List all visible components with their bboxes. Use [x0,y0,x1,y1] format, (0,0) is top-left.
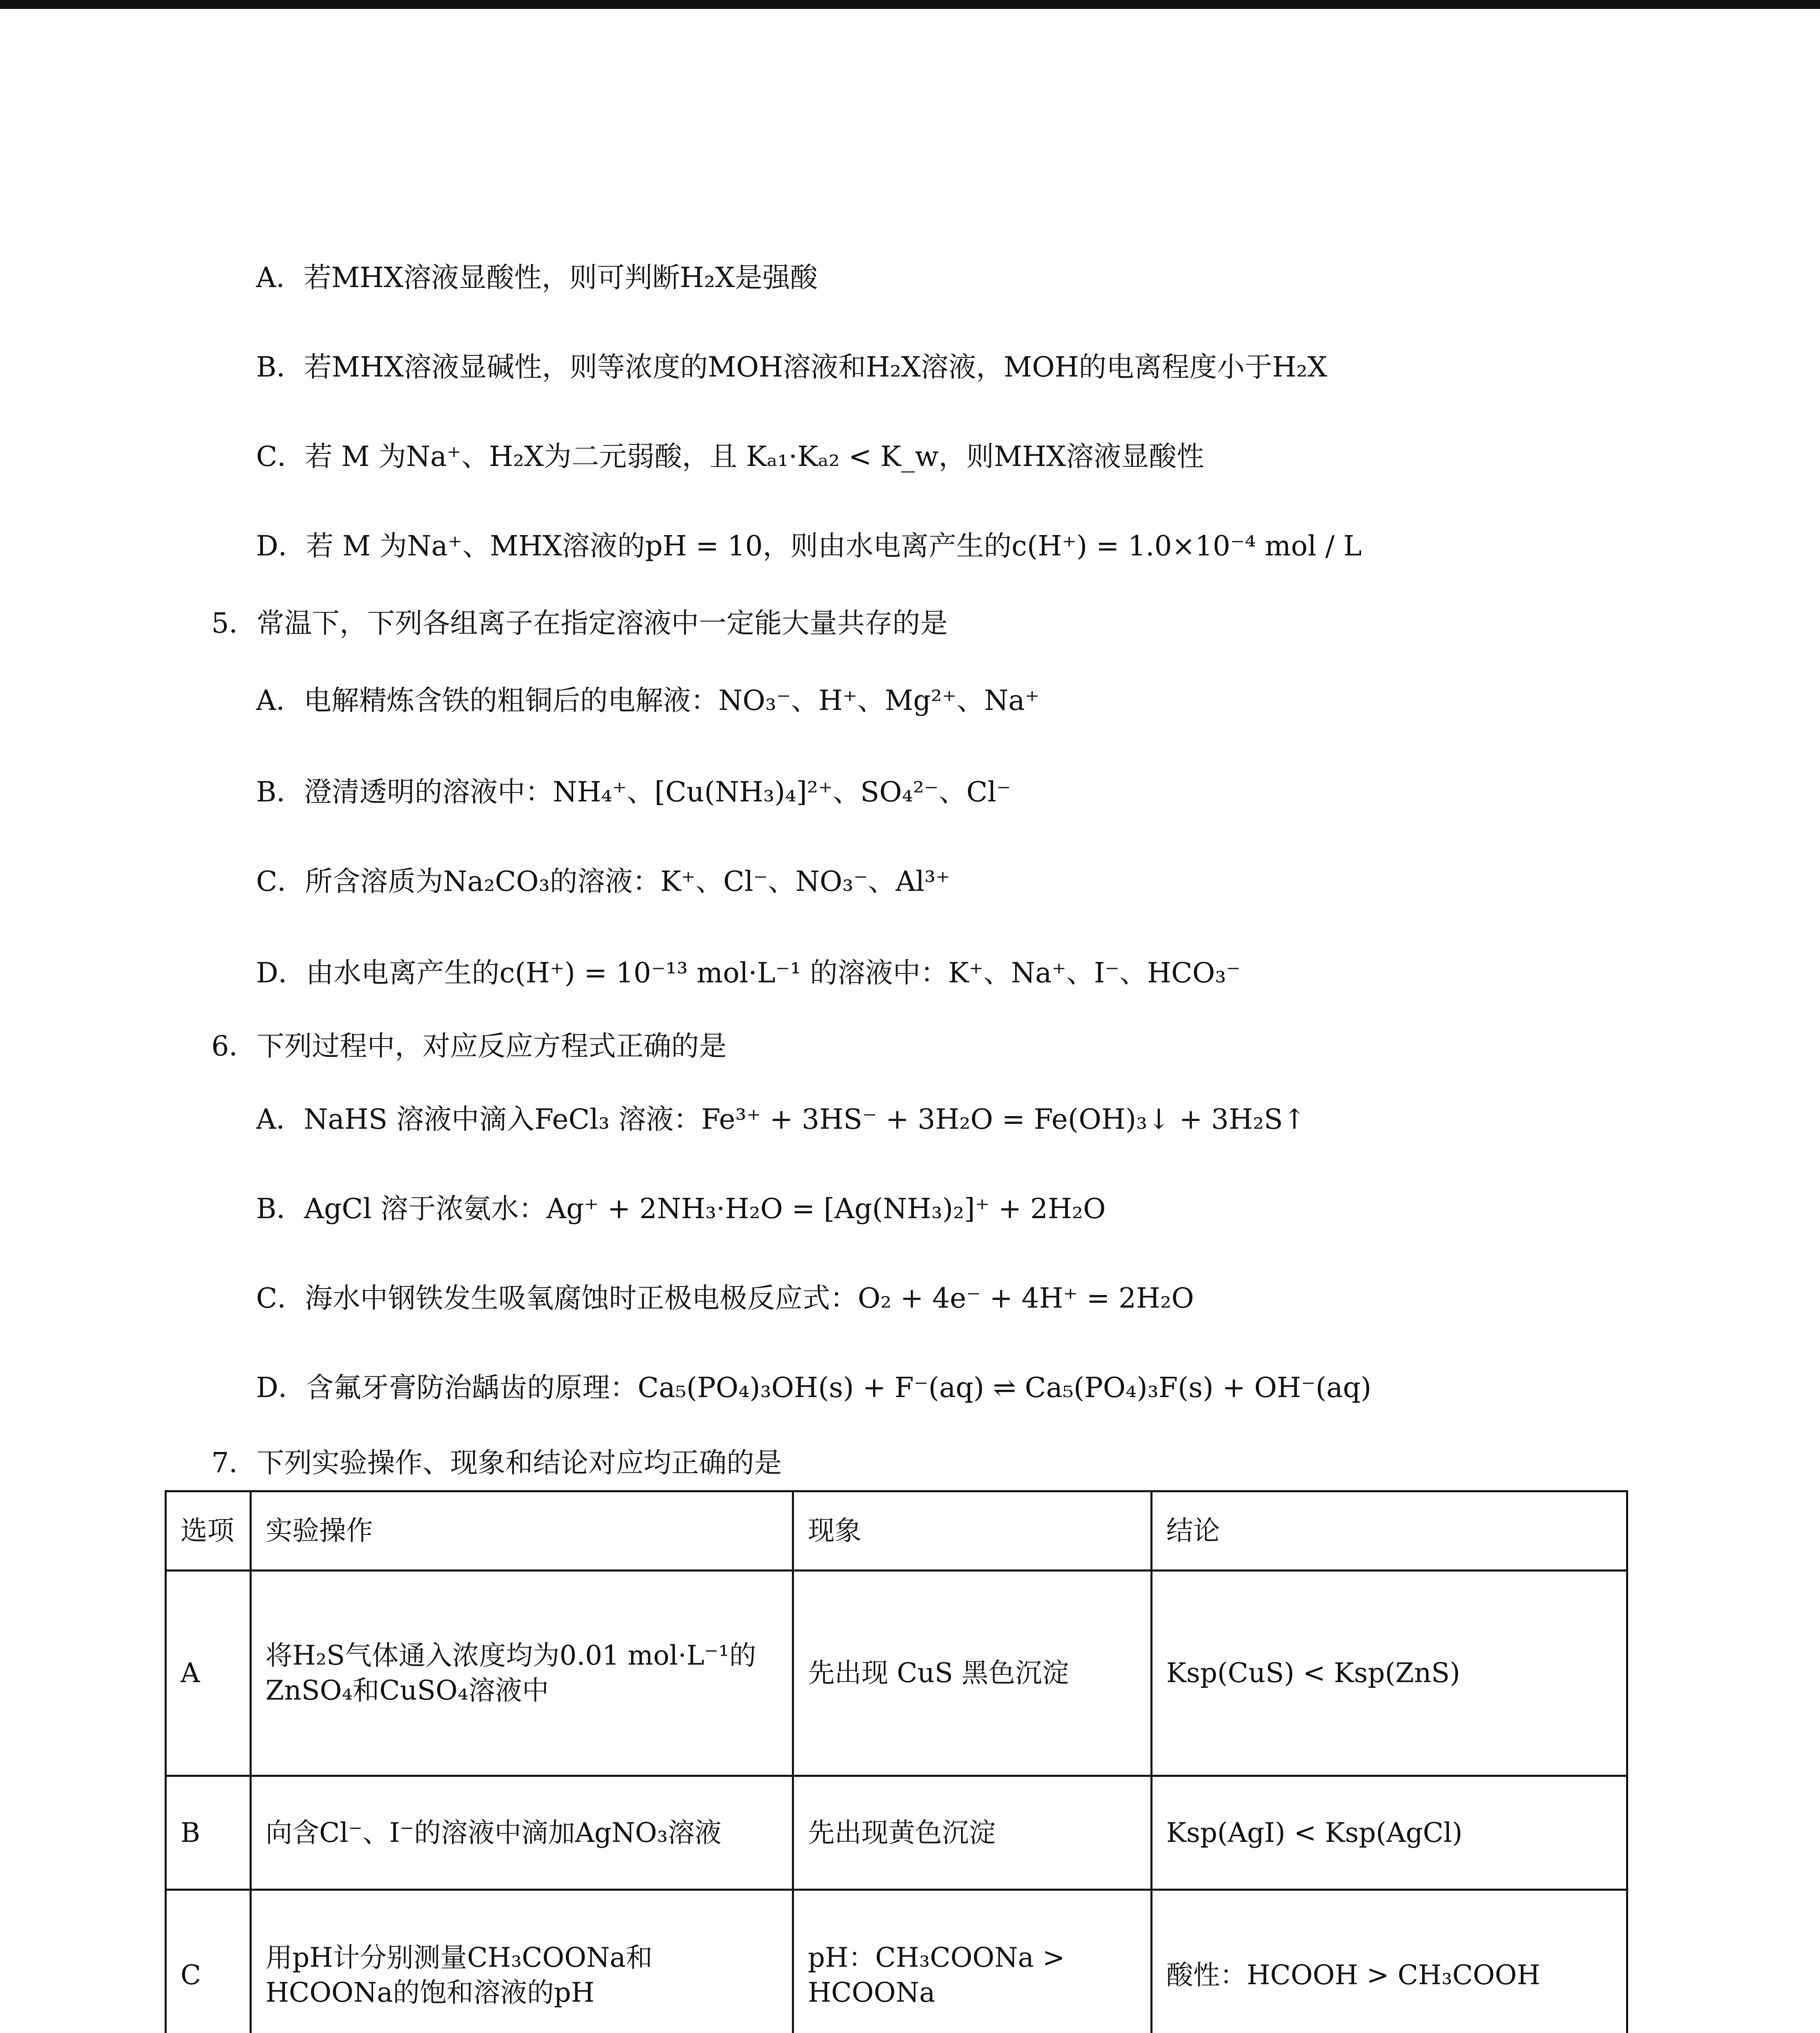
header-option: 选项 [166,1491,251,1571]
row-phenomenon: 先出现黄色沉淀 [793,1776,1152,1890]
q6-option-b: B．AgCl 溶于浓氨水：Ag⁺ + 2NH₃·H₂O = [Ag(NH₃)₂]⁺ + 2H₂O [256,1193,1106,1225]
table-row [166,1776,1627,1890]
row-operation: 向含Cl⁻、I⁻的溶液中滴加AgNO₃溶液 [251,1776,793,1890]
row-option: B [166,1776,251,1890]
q6-stem: 6．下列过程中，对应反应方程式正确的是 [211,1030,727,1062]
q6-option-d: D．含氟牙膏防治龋齿的原理：Ca₅(PO₄)₃OH(s) + F⁻(aq) ⇌ Ca₅(PO₄)₃F(s) + OH⁻(aq) [256,1372,1372,1404]
q6-option-c: C．海水中钢铁发生吸氧腐蚀时正极电极反应式：O₂ + 4e⁻ + 4H⁺ = 2H₂O [256,1282,1194,1315]
q5-option-c: C．所含溶质为Na₂CO₃的溶液：K⁺、Cl⁻、NO₃⁻、Al³⁺ [256,866,950,898]
row-operation: 用pH计分别测量CH₃COONa和HCOONa的饱和溶液的pH [251,1890,793,2033]
q6-option-a: A．NaHS 溶液中滴入FeCl₃ 溶液：Fe³⁺ + 3HS⁻ + 3H₂O = Fe(OH)₃↓ + 3H₂S↑ [256,1104,1306,1136]
q4-option-d: D．若 M 为Na⁺、MHX溶液的pH = 10，则由水电离产生的c(H⁺) = 1.0×10⁻⁴ mol / L [256,530,1362,562]
row-phenomenon: pH：CH₃COONa > HCOONa [793,1890,1152,2033]
scan-top-border [0,0,1820,9]
q7-stem: 7．下列实验操作、现象和结论对应均正确的是 [211,1447,782,1479]
q4-option-c: C．若 M 为Na⁺、H₂X为二元弱酸，且 Kₐ₁·Kₐ₂ < K_w，则MHX溶液显酸性 [256,441,1205,473]
row-conclusion: 酸性：HCOOH > CH₃COOH [1151,1890,1627,2033]
row-conclusion: Ksp(AgI) < Ksp(AgCl) [1151,1776,1627,1890]
table-row [166,1571,1627,1776]
row-conclusion: Ksp(CuS) < Ksp(ZnS) [1151,1571,1627,1776]
q5-option-a: A．电解精炼含铁的粗铜后的电解液：NO₃⁻、H⁺、Mg²⁺、Na⁺ [256,685,1039,717]
row-operation: 将H₂S气体通入浓度均为0.01 mol·L⁻¹的ZnSO₄和CuSO₄溶液中 [251,1571,793,1776]
q4-option-a: A．若MHX溶液显酸性，则可判断H₂X是强酸 [256,262,818,294]
row-option: C [166,1890,251,2033]
q4-option-b: B．若MHX溶液显碱性，则等浓度的MOH溶液和H₂X溶液，MOH的电离程度小于H₂X [256,351,1327,383]
q5-option-b: B．澄清透明的溶液中：NH₄⁺、[Cu(NH₃)₄]²⁺、SO₄²⁻、Cl⁻ [256,776,1011,808]
row-option: A [166,1571,251,1776]
q5-stem: 5．常温下，下列各组离子在指定溶液中一定能大量共存的是 [211,607,948,640]
q7-table [165,1490,1628,2033]
q5-option-d: D．由水电离产生的c(H⁺) = 10⁻¹³ mol·L⁻¹ 的溶液中：K⁺、Na⁺、I⁻、HCO₃⁻ [256,957,1241,989]
table-header-row [166,1491,1627,1571]
row-phenomenon: 先出现 CuS 黑色沉淀 [793,1571,1152,1776]
header-conclusion: 结论 [1151,1491,1627,1571]
table-row [166,1890,1627,2033]
header-phenomenon: 现象 [793,1491,1152,1571]
header-operation: 实验操作 [251,1491,793,1571]
